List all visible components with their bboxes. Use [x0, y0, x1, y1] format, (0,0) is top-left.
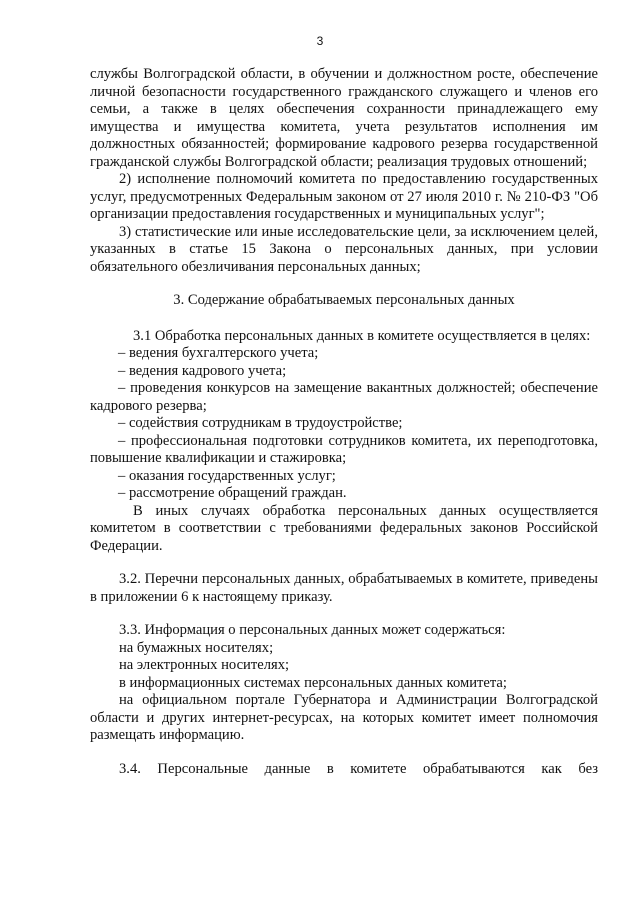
page-number: 3 [316, 34, 324, 48]
list-item: – оказания государственных услуг; [118, 467, 336, 484]
section-3-1-text: 3.1 Обработка персональных данных в комитете осуществляется в целях: [133, 327, 591, 344]
intro-paragraph-3: 3) статистические или иные исследовательские цели, за исключением целей, указанных в статье 15 Закона о персональных данных, при условии обязательного обезличивания персональных данных; [90, 223, 598, 275]
list-item: – профессиональная подготовки сотрудников комитета, их переподготовка, повышение квалификации и стажировка; [90, 432, 598, 466]
intro-paragraph-2: 2) исполнение полномочий комитета по предоставлению государственных услуг, предусмотренных Федеральным законом от 27 июля 2010 г. № 210-ФЗ "Об организации предоставления государственных и муниципальных услуг"; [90, 171, 598, 222]
section-3-3-text: 3.3. Информация о персональных данных может содержаться: [119, 622, 506, 638]
list-item: – рассмотрение обращений граждан. [118, 485, 347, 501]
list-item: на электронных носителях; [119, 657, 290, 673]
list-item: – содействия сотрудникам в трудоустройстве; [118, 415, 403, 431]
list-item: – ведения кадрового учета; [118, 362, 287, 379]
list-item: – проведения конкурсов на замещение вакантных должностей; обеспечение кадрового резерва; [90, 380, 598, 414]
intro-paragraph-1: службы Волгоградской области, в обучении и должностном росте, обеспечение личной безопасности государственного гражданского служащего и членов его семьи, а также в целях обеспечения сохранности принадлежащего ему имущества и имущества комитета, учета результатов исполнения им должностных обязанностей; формирование кадрового резерва государственной гражданской службы Волгоградской области; реализация трудовых отношений; [90, 66, 598, 170]
list-item: – ведения бухгалтерского учета; [118, 345, 319, 361]
document-body [90, 66, 598, 778]
section-3-1-other: В иных случаях обработка персональных данных осуществляется комитетом в соответствии с требованиями федеральных законов Российской Федерации. [90, 502, 598, 554]
section-3-2-text: 3.2. Перечни персональных данных, обрабатываемых в комитете, приведены в приложении 6 к настоящему приказу. [90, 571, 598, 605]
section-heading: 3. Содержание обрабатываемых персональных данных [173, 292, 515, 308]
list-item: на бумажных носителях; [119, 639, 274, 656]
list-item: на официальном портале Губернатора и Администрации Волгоградской области и других интернет-ресурсах, на которых комитет имеет полномочия размещать информацию. [90, 692, 598, 743]
section-3-4-text: 3.4. Персональные данные в комитете обрабатываются как без [119, 760, 598, 777]
list-item: в информационных системах персональных данных комитета; [119, 674, 507, 691]
